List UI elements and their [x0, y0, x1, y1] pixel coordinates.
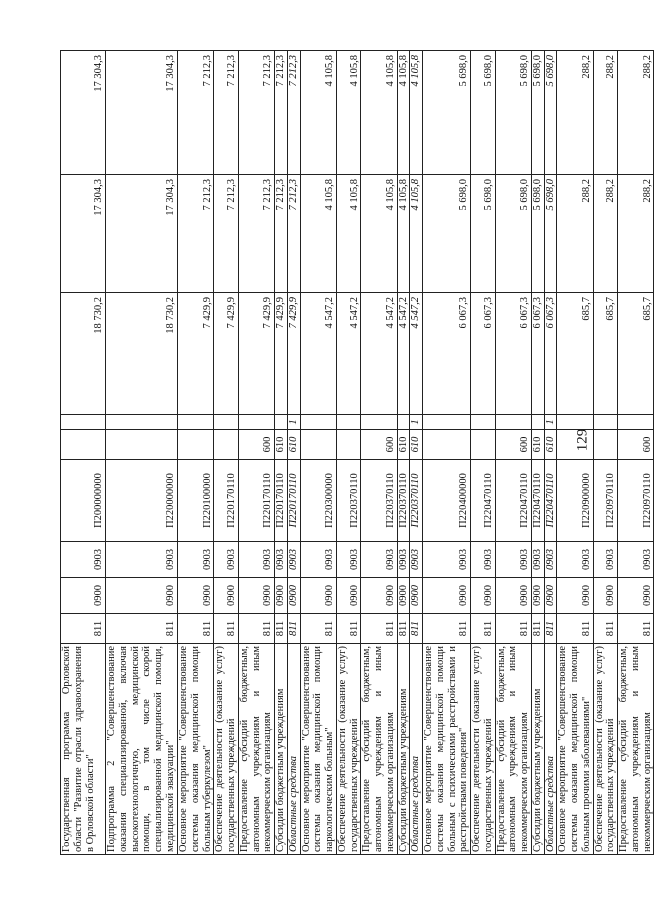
expense-type: 600 [238, 430, 274, 460]
amount-year-3: 4 105,8 [361, 51, 397, 175]
version-code [178, 415, 214, 430]
ministry-code: 811 [593, 614, 618, 644]
section-code: 0900 [410, 578, 423, 614]
amount-year-2: 17 304,3 [61, 175, 106, 293]
version-code: 1 [287, 415, 300, 430]
amount-year-1: 4 547,2 [336, 293, 361, 415]
amount-year-1: 4 547,2 [361, 293, 397, 415]
row-name: Государственная программа Орловской области "Развитие отрасли здравоохранения в Орловской области" [61, 644, 106, 855]
expense-type: 600 [618, 430, 654, 460]
table-body [61, 51, 654, 855]
target-code: П220100000 [178, 460, 214, 542]
amount-year-2: 4 105,8 [336, 175, 361, 293]
amount-year-3: 17 304,3 [61, 51, 106, 175]
amount-year-1: 4 547,2 [410, 293, 423, 415]
ministry-code: 811 [361, 614, 397, 644]
table-row [61, 51, 106, 855]
amount-year-1: 685,7 [618, 293, 654, 415]
target-code: П220970110 [593, 460, 618, 542]
ministry-code: 811 [557, 614, 593, 644]
ministry-code: 811 [106, 614, 178, 644]
ministry-code: 811 [423, 614, 471, 644]
target-code: П220470110 [495, 460, 531, 542]
target-code: П220300000 [300, 460, 336, 542]
version-code [361, 415, 397, 430]
row-name: Субсидии бюджетным учреждениям [531, 644, 544, 855]
budget-table [60, 50, 654, 855]
row-name: Предоставление субсидий бюджетным, автономным учреждениям и иным некоммерческим организациям [361, 644, 397, 855]
expense-type: 610 [275, 430, 288, 460]
expense-type [336, 430, 361, 460]
amount-year-3: 5 698,0 [531, 51, 544, 175]
amount-year-1: 6 067,3 [423, 293, 471, 415]
ministry-code: 811 [544, 614, 557, 644]
version-code [336, 415, 361, 430]
subsection-code: 0903 [336, 542, 361, 578]
amount-year-1: 18 730,2 [106, 293, 178, 415]
amount-year-1: 7 429,9 [214, 293, 239, 415]
section-code: 0900 [214, 578, 239, 614]
subsection-code: 0903 [361, 542, 397, 578]
row-name: Предоставление субсидий бюджетным, автономным учреждениям и иным некоммерческим организациям [495, 644, 531, 855]
row-name: Предоставление субсидий бюджетным, автономным учреждениям и иным некоммерческим организациям [618, 644, 654, 855]
version-code [238, 415, 274, 430]
amount-year-2: 5 698,0 [544, 175, 557, 293]
amount-year-2: 5 698,0 [471, 175, 496, 293]
expense-type [178, 430, 214, 460]
section-code: 0900 [618, 578, 654, 614]
amount-year-1: 7 429,9 [238, 293, 274, 415]
expense-type: 600 [361, 430, 397, 460]
expense-type: 610 [410, 430, 423, 460]
ministry-code: 811 [61, 614, 106, 644]
amount-year-1: 6 067,3 [544, 293, 557, 415]
table-row [593, 51, 618, 855]
version-code [471, 415, 496, 430]
subsection-code: 0903 [557, 542, 593, 578]
row-name: Областные средства [410, 644, 423, 855]
expense-type [423, 430, 471, 460]
amount-year-2: 7 212,3 [214, 175, 239, 293]
section-code: 0900 [423, 578, 471, 614]
target-code: П220970110 [618, 460, 654, 542]
section-code: 0900 [544, 578, 557, 614]
ministry-code: 811 [178, 614, 214, 644]
row-name: Основное мероприятие "Совершенствование системы оказания медицинской помощи наркологическим больным" [300, 644, 336, 855]
target-code: П220900000 [557, 460, 593, 542]
section-code: 0900 [61, 578, 106, 614]
target-code: П220370110 [361, 460, 397, 542]
row-name: Предоставление субсидий бюджетным, автономным учреждениям и иным некоммерческим организациям [238, 644, 274, 855]
amount-year-1: 18 730,2 [61, 293, 106, 415]
ministry-code: 811 [275, 614, 288, 644]
ministry-code: 811 [618, 614, 654, 644]
target-code: П220170110 [275, 460, 288, 542]
expense-type [106, 430, 178, 460]
version-code: 1 [544, 415, 557, 430]
row-name: Областные средства [287, 644, 300, 855]
subsection-code: 0903 [410, 542, 423, 578]
section-code: 0900 [557, 578, 593, 614]
table-row [557, 51, 593, 855]
table-row [361, 51, 397, 855]
expense-type [593, 430, 618, 460]
ministry-code: 811 [471, 614, 496, 644]
amount-year-2: 4 105,8 [300, 175, 336, 293]
ministry-code: 811 [336, 614, 361, 644]
subsection-code: 0903 [544, 542, 557, 578]
row-name: Обеспечение деятельности (оказание услуг) государственных учреждений [336, 644, 361, 855]
amount-year-2: 5 698,0 [531, 175, 544, 293]
amount-year-2: 288,2 [618, 175, 654, 293]
table-row [531, 51, 544, 855]
amount-year-2: 4 105,8 [361, 175, 397, 293]
target-code: П200000000 [61, 460, 106, 542]
subsection-code: 0903 [275, 542, 288, 578]
subsection-code: 0903 [495, 542, 531, 578]
subsection-code: 0903 [61, 542, 106, 578]
amount-year-3: 17 304,3 [106, 51, 178, 175]
rotated-page [60, 51, 654, 855]
amount-year-3: 5 698,0 [423, 51, 471, 175]
version-code [618, 415, 654, 430]
ministry-code: 811 [397, 614, 410, 644]
version-code [531, 415, 544, 430]
amount-year-3: 7 212,3 [275, 51, 288, 175]
subsection-code: 0903 [178, 542, 214, 578]
table-row [287, 51, 300, 855]
amount-year-3: 7 212,3 [287, 51, 300, 175]
ministry-code: 811 [495, 614, 531, 644]
ministry-code: 811 [410, 614, 423, 644]
target-code: П220370110 [410, 460, 423, 542]
section-code: 0900 [238, 578, 274, 614]
subsection-code: 0903 [397, 542, 410, 578]
target-code: П220470110 [471, 460, 496, 542]
subsection-code: 0903 [238, 542, 274, 578]
amount-year-3: 4 105,8 [397, 51, 410, 175]
table-row [300, 51, 336, 855]
version-code: 1 [410, 415, 423, 430]
target-code: П220470110 [531, 460, 544, 542]
table-row [410, 51, 423, 855]
table-row [214, 51, 239, 855]
amount-year-3: 5 698,0 [544, 51, 557, 175]
subsection-code: 0903 [618, 542, 654, 578]
amount-year-1: 7 429,9 [287, 293, 300, 415]
amount-year-3: 5 698,0 [471, 51, 496, 175]
row-name: Основное мероприятие "Совершенствование системы оказания медицинской помощи больным с психическими расстройствами и расстройствами поведения" [423, 644, 471, 855]
subsection-code: 0903 [287, 542, 300, 578]
version-code [106, 415, 178, 430]
expense-type [61, 430, 106, 460]
section-code: 0900 [275, 578, 288, 614]
row-name: Обеспечение деятельности (оказание услуг) государственных учреждений [593, 644, 618, 855]
expense-type: 600 [495, 430, 531, 460]
section-code: 0900 [287, 578, 300, 614]
version-code [214, 415, 239, 430]
amount-year-3: 288,2 [557, 51, 593, 175]
ministry-code: 811 [214, 614, 239, 644]
table-row [495, 51, 531, 855]
target-code: П220170110 [238, 460, 274, 542]
expense-type [214, 430, 239, 460]
expense-type [300, 430, 336, 460]
expense-type: 610 [531, 430, 544, 460]
amount-year-3: 7 212,3 [238, 51, 274, 175]
amount-year-2: 7 212,3 [178, 175, 214, 293]
row-name: Подпрограмма 2 "Совершенствование оказания специализированной, включая высокотехнологичную, медицинской помощи, в том числе скорой специализированной медицинской помощи, медицинской эвакуации" [106, 644, 178, 855]
version-code [593, 415, 618, 430]
subsection-code: 0903 [423, 542, 471, 578]
version-code [300, 415, 336, 430]
amount-year-2: 17 304,3 [106, 175, 178, 293]
amount-year-3: 4 105,8 [300, 51, 336, 175]
amount-year-2: 5 698,0 [423, 175, 471, 293]
amount-year-1: 7 429,9 [178, 293, 214, 415]
table-row [618, 51, 654, 855]
row-name: Областные средства [544, 644, 557, 855]
version-code [557, 415, 593, 430]
amount-year-2: 4 105,8 [410, 175, 423, 293]
amount-year-2: 4 105,8 [397, 175, 410, 293]
amount-year-1: 6 067,3 [531, 293, 544, 415]
subsection-code: 0903 [300, 542, 336, 578]
ministry-code: 811 [531, 614, 544, 644]
amount-year-3: 288,2 [618, 51, 654, 175]
section-code: 0900 [397, 578, 410, 614]
table-row [178, 51, 214, 855]
amount-year-2: 5 698,0 [495, 175, 531, 293]
amount-year-1: 685,7 [593, 293, 618, 415]
version-code [495, 415, 531, 430]
target-code: П220000000 [106, 460, 178, 542]
table-row [106, 51, 178, 855]
row-name: Обеспечение деятельности (оказание услуг) государственных учреждений [214, 644, 239, 855]
version-code [423, 415, 471, 430]
section-code: 0900 [531, 578, 544, 614]
target-code: П220370110 [336, 460, 361, 542]
subsection-code: 0903 [106, 542, 178, 578]
target-code: П220400000 [423, 460, 471, 542]
amount-year-1: 6 067,3 [471, 293, 496, 415]
amount-year-1: 685,7 [557, 293, 593, 415]
target-code: П220170110 [214, 460, 239, 542]
version-code [397, 415, 410, 430]
version-code [61, 415, 106, 430]
amount-year-3: 7 212,3 [178, 51, 214, 175]
table-row [275, 51, 288, 855]
version-code [275, 415, 288, 430]
subsection-code: 0903 [214, 542, 239, 578]
row-name: Субсидии бюджетным учреждениям [275, 644, 288, 855]
row-name: Субсидии бюджетным учреждениям [397, 644, 410, 855]
target-code: П220170110 [287, 460, 300, 542]
table-row [238, 51, 274, 855]
subsection-code: 0903 [531, 542, 544, 578]
ministry-code: 811 [287, 614, 300, 644]
amount-year-1: 4 547,2 [300, 293, 336, 415]
ministry-code: 811 [238, 614, 274, 644]
section-code: 0900 [495, 578, 531, 614]
page-number: 129 [574, 428, 591, 452]
expense-type: 610 [397, 430, 410, 460]
subsection-code: 0903 [593, 542, 618, 578]
amount-year-3: 7 212,3 [214, 51, 239, 175]
table-row [423, 51, 471, 855]
amount-year-3: 4 105,8 [336, 51, 361, 175]
expense-type [471, 430, 496, 460]
expense-type: 610 [544, 430, 557, 460]
section-code: 0900 [471, 578, 496, 614]
amount-year-3: 5 698,0 [495, 51, 531, 175]
expense-type [557, 430, 593, 460]
amount-year-2: 7 212,3 [238, 175, 274, 293]
amount-year-2: 7 212,3 [275, 175, 288, 293]
ministry-code: 811 [300, 614, 336, 644]
table-row [336, 51, 361, 855]
amount-year-3: 288,2 [593, 51, 618, 175]
subsection-code: 0903 [471, 542, 496, 578]
amount-year-2: 7 212,3 [287, 175, 300, 293]
row-name: Обеспечение деятельности (оказание услуг) государственных учреждений [471, 644, 496, 855]
expense-type: 610 [287, 430, 300, 460]
amount-year-2: 288,2 [593, 175, 618, 293]
section-code: 0900 [300, 578, 336, 614]
section-code: 0900 [106, 578, 178, 614]
amount-year-3: 4 105,8 [410, 51, 423, 175]
amount-year-1: 4 547,2 [397, 293, 410, 415]
table-row [544, 51, 557, 855]
amount-year-2: 288,2 [557, 175, 593, 293]
table-row [397, 51, 410, 855]
row-name: Основное мероприятие "Совершенствование системы оказания медицинской помощи больным прочими заболеваниями" [557, 644, 593, 855]
row-name: Основное мероприятие "Совершенствование системы оказания медицинской помощи больным туберкулезом" [178, 644, 214, 855]
target-code: П220470110 [544, 460, 557, 542]
amount-year-1: 6 067,3 [495, 293, 531, 415]
target-code: П220370110 [397, 460, 410, 542]
section-code: 0900 [593, 578, 618, 614]
section-code: 0900 [361, 578, 397, 614]
section-code: 0900 [178, 578, 214, 614]
table-row [471, 51, 496, 855]
amount-year-1: 7 429,9 [275, 293, 288, 415]
section-code: 0900 [336, 578, 361, 614]
